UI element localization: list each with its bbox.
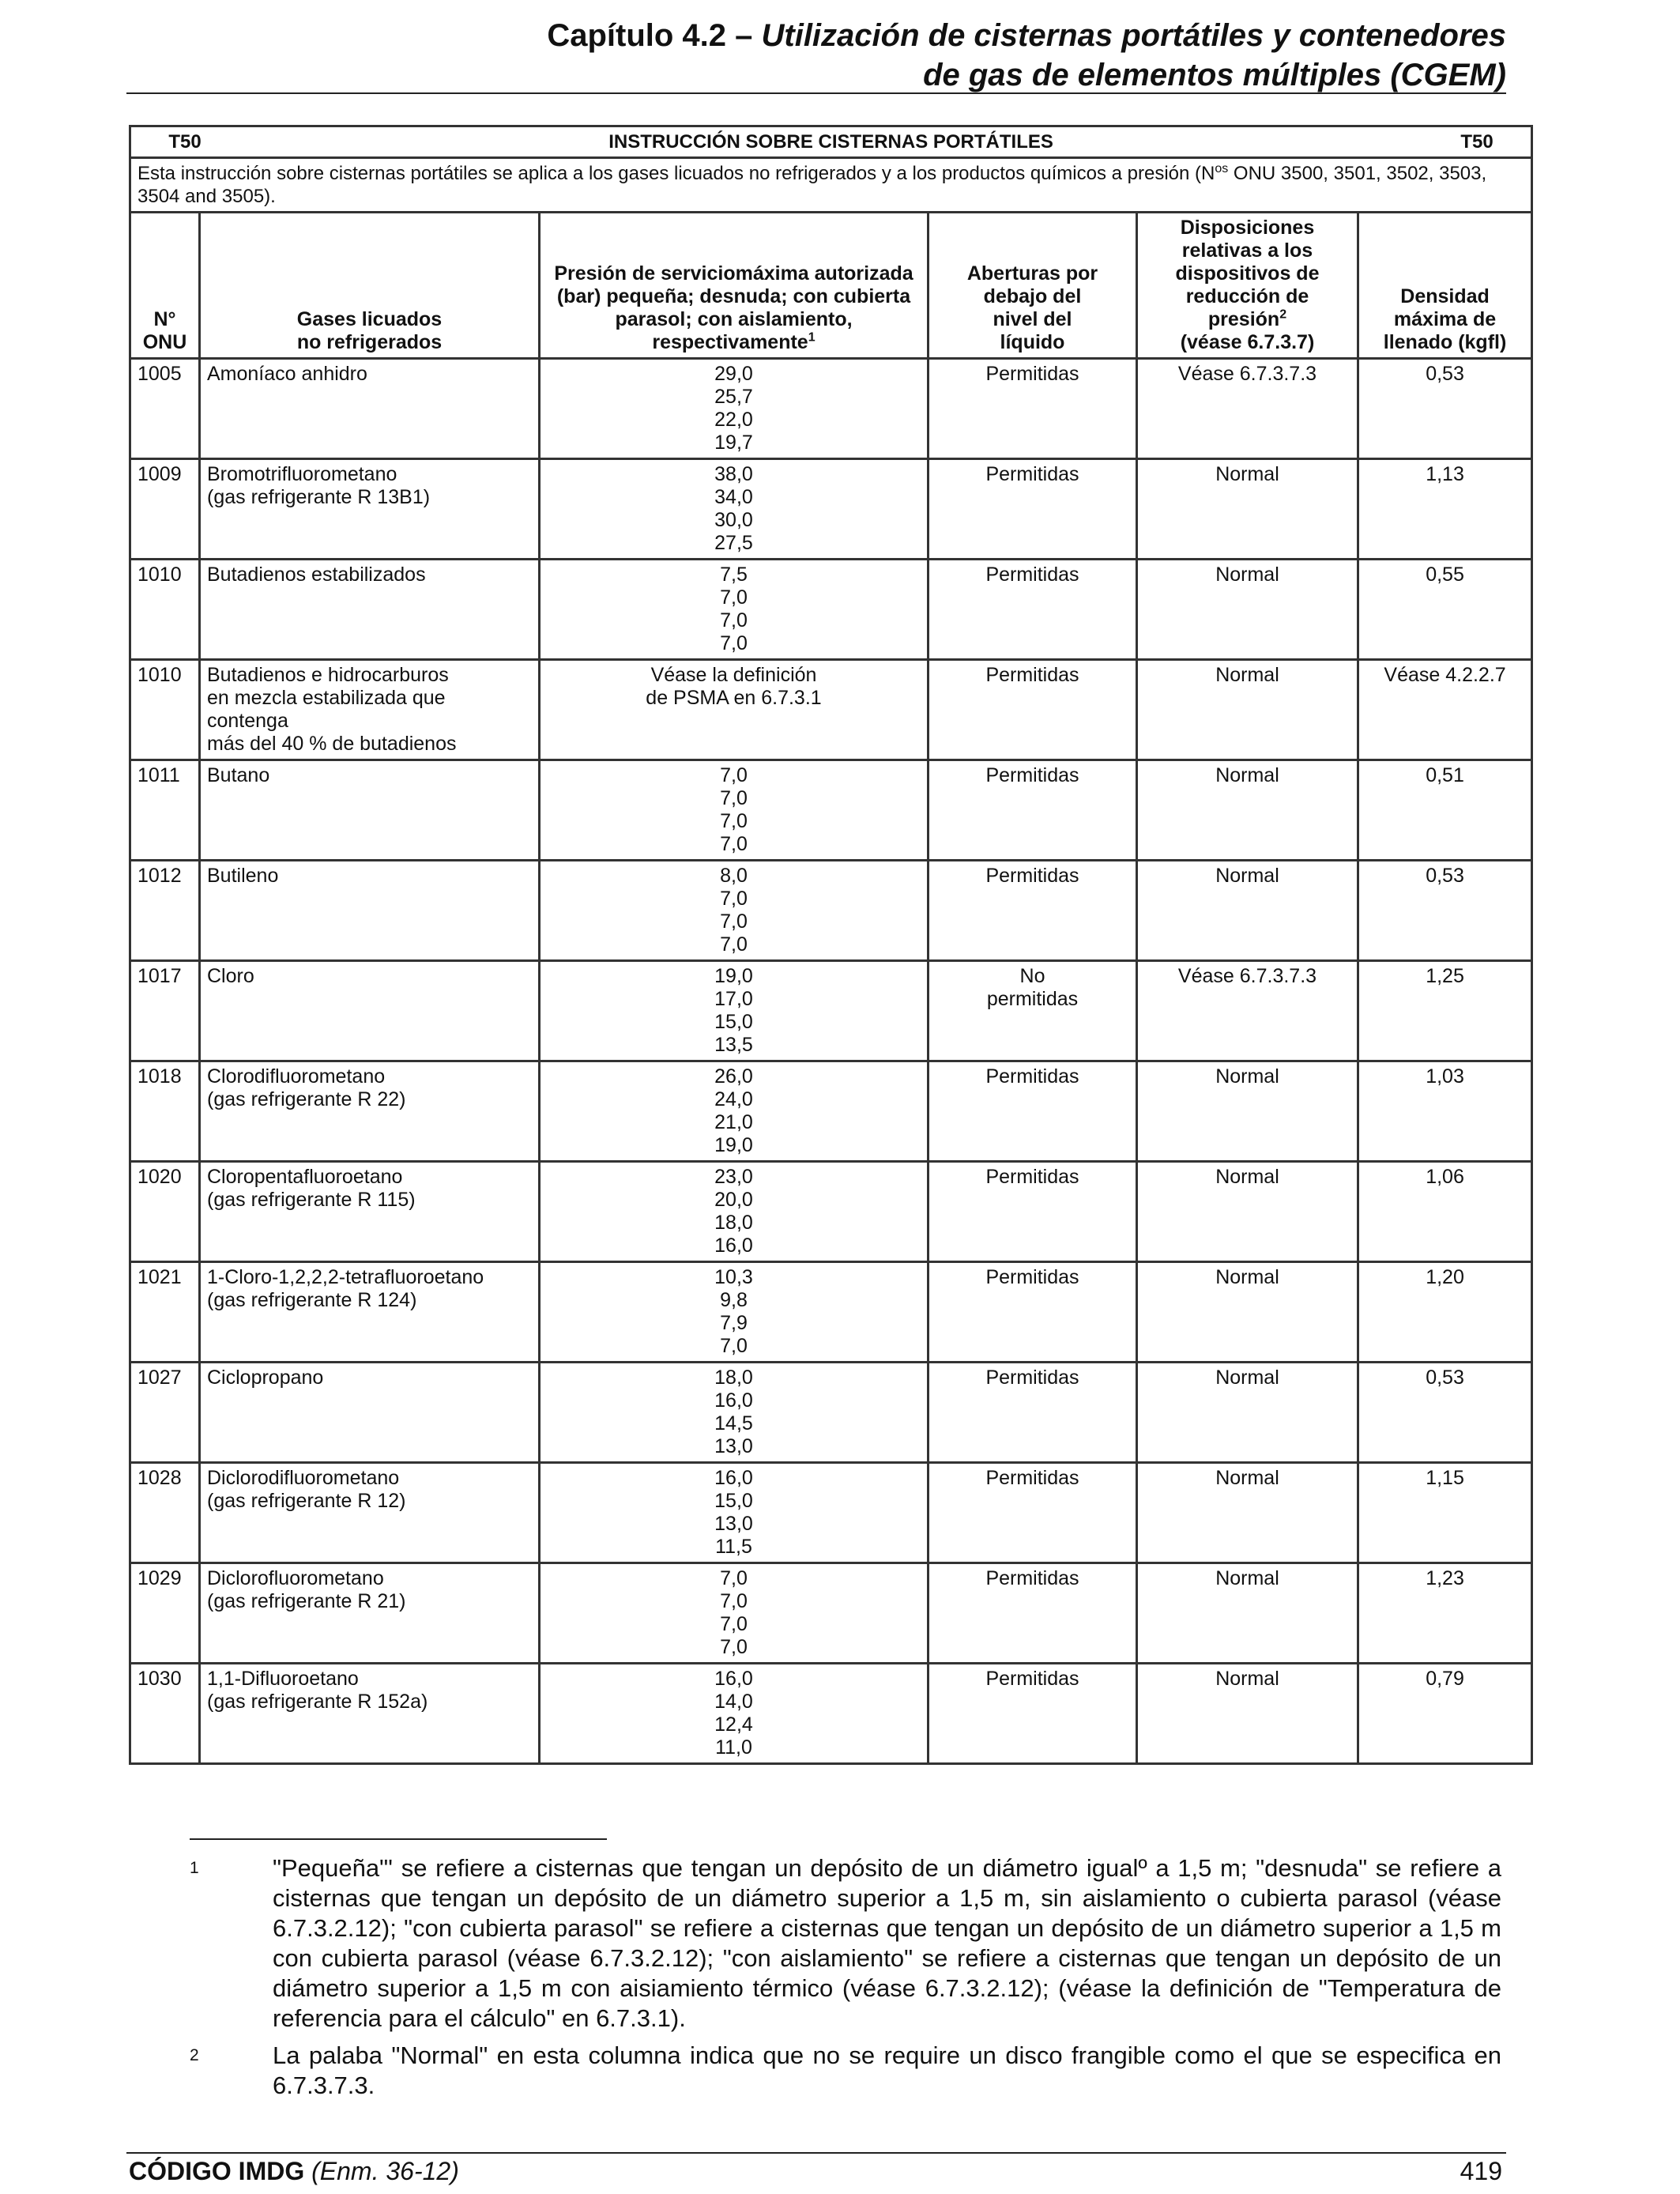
relief-provision-cell: Normal bbox=[1137, 1162, 1358, 1262]
footnote-number: 2 bbox=[190, 2046, 199, 2064]
pressure-cell: 38,0 34,0 30,0 27,5 bbox=[540, 459, 929, 560]
footnote-rule bbox=[190, 1838, 607, 1840]
relief-provision-cell: Normal bbox=[1137, 1262, 1358, 1363]
openings-cell: No permitidas bbox=[929, 961, 1137, 1061]
header-gas-name: Gases licuados no refrigerados bbox=[200, 213, 540, 359]
gas-name-cell: Bromotrifluorometano (gas refrigerante R 13B1) bbox=[200, 459, 540, 560]
density-cell: 0,53 bbox=[1358, 861, 1532, 961]
table-row bbox=[130, 1162, 1532, 1262]
gas-name-cell: Butadienos estabilizados bbox=[200, 560, 540, 660]
un-number-cell: 1005 bbox=[130, 359, 200, 459]
pressure-cell: 7,0 7,0 7,0 7,0 bbox=[540, 760, 929, 861]
table-row bbox=[130, 1664, 1532, 1764]
openings-cell: Permitidas bbox=[929, 359, 1137, 459]
relief-provision-cell: Normal bbox=[1137, 1061, 1358, 1162]
density-cell: 1,06 bbox=[1358, 1162, 1532, 1262]
pressure-cell: 10,3 9,8 7,9 7,0 bbox=[540, 1262, 929, 1363]
gas-name-cell: Cloropentafluoroetano (gas refrigerante R 115) bbox=[200, 1162, 540, 1262]
instruction-code-right: T50 bbox=[1460, 131, 1494, 153]
gas-name-cell: Diclorodifluorometano (gas refrigerante R 12) bbox=[200, 1463, 540, 1563]
header-line-1 bbox=[126, 16, 1506, 55]
table-row bbox=[130, 760, 1532, 861]
openings-cell: Permitidas bbox=[929, 1563, 1137, 1664]
un-number-cell: 1010 bbox=[130, 660, 200, 760]
relief-provision-cell: Normal bbox=[1137, 1664, 1358, 1764]
table-row bbox=[130, 1563, 1532, 1664]
openings-cell: Permitidas bbox=[929, 1262, 1137, 1363]
footnote-number: 1 bbox=[190, 1859, 199, 1877]
density-cell: 1,25 bbox=[1358, 961, 1532, 1061]
openings-cell: Permitidas bbox=[929, 660, 1137, 760]
pressure-cell: 16,0 15,0 13,0 11,5 bbox=[540, 1463, 929, 1563]
gas-name-cell: Cloro bbox=[200, 961, 540, 1061]
un-number-cell: 1020 bbox=[130, 1162, 200, 1262]
gas-name-cell: Butano bbox=[200, 760, 540, 861]
pressure-cell: 7,0 7,0 7,0 7,0 bbox=[540, 1563, 929, 1664]
table-title-row bbox=[130, 126, 1532, 158]
density-cell: 1,20 bbox=[1358, 1262, 1532, 1363]
page-number: 419 bbox=[1460, 2157, 1502, 2185]
gas-name-cell: Ciclopropano bbox=[200, 1363, 540, 1463]
pressure-cell: 7,5 7,0 7,0 7,0 bbox=[540, 560, 929, 660]
table-row bbox=[130, 660, 1532, 760]
table-row bbox=[130, 1363, 1532, 1463]
gas-name-cell: Butadienos e hidrocarburos en mezcla estabilizada que contenga más del 40 % de butadienos bbox=[200, 660, 540, 760]
gas-name-cell: Amoníaco anhidro bbox=[200, 359, 540, 459]
density-cell: 1,23 bbox=[1358, 1563, 1532, 1664]
un-number-cell: 1010 bbox=[130, 560, 200, 660]
openings-cell: Permitidas bbox=[929, 1463, 1137, 1563]
relief-provision-cell: Normal bbox=[1137, 459, 1358, 560]
footer-rule bbox=[126, 2152, 1506, 2154]
density-cell: Véase 4.2.2.7 bbox=[1358, 660, 1532, 760]
un-number-cell: 1009 bbox=[130, 459, 200, 560]
intro-row bbox=[130, 158, 1532, 213]
relief-provision-cell: Normal bbox=[1137, 861, 1358, 961]
relief-provision-cell: Véase 6.7.3.7.3 bbox=[1137, 961, 1358, 1061]
openings-cell: Permitidas bbox=[929, 861, 1137, 961]
relief-provision-cell: Normal bbox=[1137, 560, 1358, 660]
table-row bbox=[130, 1463, 1532, 1563]
un-number-cell: 1011 bbox=[130, 760, 200, 861]
table-row bbox=[130, 560, 1532, 660]
header-onu: N° ONU bbox=[130, 213, 200, 359]
page-header bbox=[126, 16, 1506, 95]
footnote-text: La palaba "Normal" en esta columna indica que no se require un disco frangible como el que se especifica en 6.7.3.7.3. bbox=[273, 2041, 1501, 2099]
relief-provision-cell: Normal bbox=[1137, 1563, 1358, 1664]
header-relief-devices: Disposiciones relativas a los dispositivos de reducción de presión$^2$ (véase 6.7.3.7) bbox=[1137, 213, 1358, 359]
density-cell: 1,03 bbox=[1358, 1061, 1532, 1162]
table-row bbox=[130, 861, 1532, 961]
pressure-cell: Véase la definición de PSMA en 6.7.3.1 bbox=[540, 660, 929, 760]
header-rule bbox=[126, 92, 1506, 94]
density-cell: 1,15 bbox=[1358, 1463, 1532, 1563]
table-body bbox=[130, 359, 1532, 1764]
header-pressure: Presión de serviciomáxima autorizada (bar) pequeña; desnuda; con cubierta parasol; con aislamiento, respectivamente$^1$ bbox=[540, 213, 929, 359]
density-cell: 0,79 bbox=[1358, 1664, 1532, 1764]
gas-name-cell: 1-Cloro-1,2,2,2-tetrafluoroetano (gas refrigerante R 124) bbox=[200, 1262, 540, 1363]
openings-cell: Permitidas bbox=[929, 1061, 1137, 1162]
density-cell: 0,53 bbox=[1358, 359, 1532, 459]
pressure-cell: 8,0 7,0 7,0 7,0 bbox=[540, 861, 929, 961]
relief-provision-cell: Normal bbox=[1137, 1463, 1358, 1563]
density-cell: 0,53 bbox=[1358, 1363, 1532, 1463]
un-number-cell: 1017 bbox=[130, 961, 200, 1061]
table-row bbox=[130, 1061, 1532, 1162]
chapter-title-line-2: de gas de elementos múltiples (CGEM) bbox=[923, 58, 1506, 92]
table-row bbox=[130, 359, 1532, 459]
density-cell: 0,55 bbox=[1358, 560, 1532, 660]
instruction-title: INSTRUCCIÓN SOBRE CISTERNAS PORTÁTILES bbox=[608, 131, 1053, 153]
pressure-cell: 18,0 16,0 14,5 13,0 bbox=[540, 1363, 929, 1463]
table-row bbox=[130, 961, 1532, 1061]
intro-text: Esta instrucción sobre cisternas portátiles se aplica a los gases licuados no refrigerados y a los productos químicos a presión ($N^{os}$ ONU 3500, 3501, 3502, 3503, 3504 and 3505). bbox=[130, 158, 1532, 213]
openings-cell: Permitidas bbox=[929, 459, 1137, 560]
header-openings: Aberturas por debajo del nivel del líquido bbox=[929, 213, 1137, 359]
footer-code: CÓDIGO IMDG (Enm. 36-12) bbox=[129, 2157, 459, 2185]
un-number-cell: 1027 bbox=[130, 1363, 200, 1463]
footer-edition: (Enm. 36-12) bbox=[311, 2157, 459, 2185]
openings-cell: Permitidas bbox=[929, 1363, 1137, 1463]
density-cell: 1,13 bbox=[1358, 459, 1532, 560]
chapter-number: Capítulo 4.2 – bbox=[547, 18, 753, 53]
gas-name-cell: Butileno bbox=[200, 861, 540, 961]
un-number-cell: 1029 bbox=[130, 1563, 200, 1664]
gas-name-cell: Diclorofluorometano (gas refrigerante R 21) bbox=[200, 1563, 540, 1664]
relief-provision-cell: Véase 6.7.3.7.3 bbox=[1137, 359, 1358, 459]
gas-name-cell: Clorodifluorometano (gas refrigerante R 22) bbox=[200, 1061, 540, 1162]
pressure-cell: 26,0 24,0 21,0 19,0 bbox=[540, 1061, 929, 1162]
table-row bbox=[130, 459, 1532, 560]
openings-cell: Permitidas bbox=[929, 1664, 1137, 1764]
un-number-cell: 1030 bbox=[130, 1664, 200, 1764]
footnote-2 bbox=[190, 2041, 1501, 2101]
un-number-cell: 1028 bbox=[130, 1463, 200, 1563]
instruction-code-left: T50 bbox=[168, 131, 202, 153]
chapter-title-line-1: Utilización de cisternas portátiles y contenedores bbox=[761, 18, 1506, 53]
header-density: Densidad máxima de llenado (kgfl) bbox=[1358, 213, 1532, 359]
density-cell: 0,51 bbox=[1358, 760, 1532, 861]
openings-cell: Permitidas bbox=[929, 760, 1137, 861]
column-header-row bbox=[130, 213, 1532, 359]
un-number-cell: 1012 bbox=[130, 861, 200, 961]
relief-provision-cell: Normal bbox=[1137, 760, 1358, 861]
pressure-cell: 29,0 25,7 22,0 19,7 bbox=[540, 359, 929, 459]
pressure-cell: 19,0 17,0 15,0 13,5 bbox=[540, 961, 929, 1061]
pressure-cell: 23,0 20,0 18,0 16,0 bbox=[540, 1162, 929, 1262]
gas-name-cell: 1,1-Difluoroetano (gas refrigerante R 152a) bbox=[200, 1664, 540, 1764]
openings-cell: Permitidas bbox=[929, 560, 1137, 660]
openings-cell: Permitidas bbox=[929, 1162, 1137, 1262]
relief-provision-cell: Normal bbox=[1137, 1363, 1358, 1463]
un-number-cell: 1018 bbox=[130, 1061, 200, 1162]
table-row bbox=[130, 1262, 1532, 1363]
pressure-cell: 16,0 14,0 12,4 11,0 bbox=[540, 1664, 929, 1764]
t50-table bbox=[129, 125, 1533, 1765]
un-number-cell: 1021 bbox=[130, 1262, 200, 1363]
footnote-1 bbox=[190, 1853, 1501, 2034]
relief-provision-cell: Normal bbox=[1137, 660, 1358, 760]
footnote-text: "Pequeña"' se refiere a cisternas que tengan un depósito de un diámetro igualº a 1,5 m; "desnuda" se refiere a cisternas que tengan un depósito de un diámetro superior a 1,5 m, sin aislamiento o cubierta parasol (véase 6.7.3.2.12); "con cubierta parasol" se refiere a cisternas que tengan un depósito de un diámetro superior a 1,5 m con cubierta parasol (véase 6.7.3.2.12); "con aislamiento" se refiere a cisternas que tengan un depósito de un diámetro superior a 1,5 m con aisiamiento térmico (véase 6.7.3.2.12); (véase la definición de "Temperatura de referencia para el cálculo" en 6.7.3.1). bbox=[273, 1854, 1501, 2032]
